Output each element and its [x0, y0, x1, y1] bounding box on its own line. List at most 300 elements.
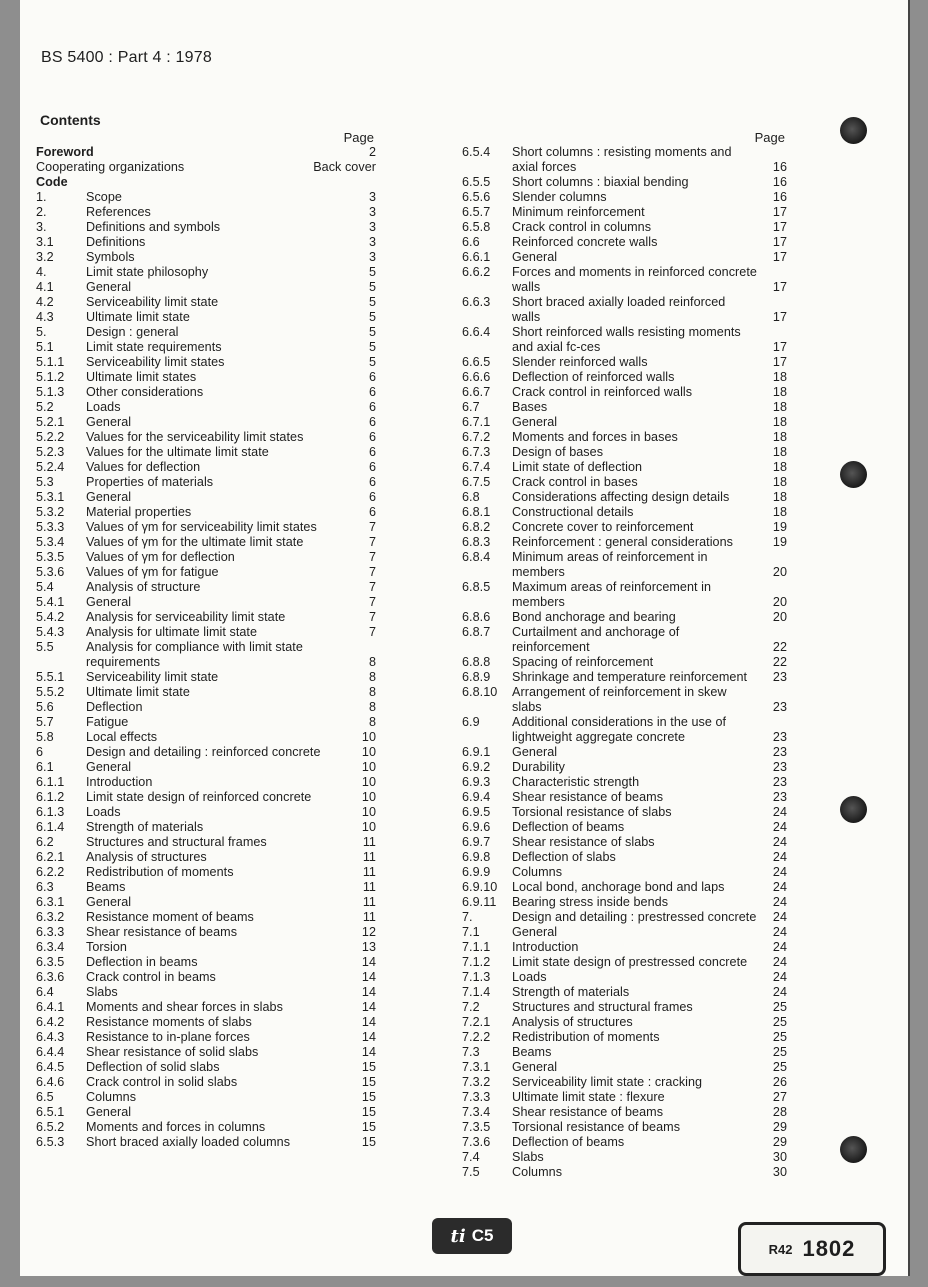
- toc-entry-number: 6.5.7: [462, 205, 491, 219]
- toc-entry-title: Columns: [512, 1165, 563, 1179]
- toc-entry-page: 25: [772, 1000, 787, 1014]
- toc-entry: [462, 970, 787, 985]
- toc-entry: [36, 760, 376, 775]
- toc-entry-title: Loads: [86, 805, 121, 819]
- toc-entry-title: Crack control in reinforced walls: [512, 385, 693, 399]
- toc-entry-number: 5.5: [36, 640, 54, 654]
- toc-entry-title: Durability: [512, 760, 565, 774]
- toc-entry: [462, 505, 787, 520]
- toc-entry-title: Code: [36, 175, 68, 189]
- toc-entry-page: 7: [368, 535, 376, 549]
- toc-entry-title: Minimum reinforcement: [512, 205, 645, 219]
- toc-entry: [36, 250, 376, 265]
- toc-entry: [36, 700, 376, 715]
- toc-entry-page: 30: [772, 1165, 787, 1179]
- toc-entry-number: 6.8.3: [462, 535, 491, 549]
- toc-entry-number: 5.1.1: [36, 355, 65, 369]
- toc-entry-number: 6.2.1: [36, 850, 65, 864]
- toc-entry-page: 2: [368, 145, 376, 159]
- toc-entry-number: 6.7: [462, 400, 480, 414]
- ti-logo-icon: ti: [450, 1225, 466, 1247]
- toc-entry-number: 2.: [36, 205, 47, 219]
- toc-entry-number: 7.3.1: [462, 1060, 491, 1074]
- toc-entry-page: 20: [772, 595, 787, 609]
- toc-entry-number: 6.7.4: [462, 460, 491, 474]
- toc-entry-title: General: [86, 280, 132, 294]
- toc-entry-page: 14: [361, 1000, 376, 1014]
- toc-entry: [36, 610, 376, 625]
- toc-entry-page: 8: [368, 700, 376, 714]
- toc-entry-page: 23: [772, 670, 787, 684]
- toc-entry-number: 6.3.1: [36, 895, 65, 909]
- toc-entry-title: General: [86, 1105, 132, 1119]
- toc-entry: [462, 895, 787, 910]
- toc-entry-number: 7.3.3: [462, 1090, 491, 1104]
- toc-entry-title: General: [86, 895, 132, 909]
- toc-entry: [36, 1105, 376, 1120]
- toc-entry: [462, 1060, 787, 1075]
- toc-entry-number: 3.: [36, 220, 47, 234]
- toc-entry-page: 24: [772, 820, 787, 834]
- toc-entry-number: 6.9.7: [462, 835, 491, 849]
- toc-entry-number: 6.4.4: [36, 1045, 65, 1059]
- page-column-label: Page: [343, 130, 374, 145]
- binder-hole: [840, 461, 867, 488]
- toc-entry-page: 30: [772, 1150, 787, 1164]
- toc-entry-title: Short braced axially loaded columns: [86, 1135, 291, 1149]
- toc-entry: [462, 1030, 787, 1045]
- toc-entry-page: 3: [368, 220, 376, 234]
- toc-entry-number: 6.9.6: [462, 820, 491, 834]
- toc-entry-page: 18: [772, 475, 787, 489]
- toc-entry-page: 5: [368, 340, 376, 354]
- toc-entry-page: 17: [772, 340, 787, 354]
- toc-entry-number: 5.1: [36, 340, 54, 354]
- toc-entry-title: Moments and forces in columns: [86, 1120, 266, 1134]
- toc-entry-page: 24: [772, 955, 787, 969]
- toc-entry-title: Shear resistance of beams: [512, 790, 664, 804]
- toc-entry-title: Columns: [86, 1090, 137, 1104]
- toc-entry-page: 26: [772, 1075, 787, 1089]
- toc-entry-number: 6.6.7: [462, 385, 491, 399]
- toc-entry-title: Crack control in solid slabs: [86, 1075, 238, 1089]
- toc-entry-title: Columns: [512, 865, 563, 879]
- toc-entry-title: Ultimate limit states: [86, 370, 197, 384]
- toc-entry: [462, 370, 787, 385]
- toc-entry-page: 18: [772, 430, 787, 444]
- toc-entry: [462, 490, 787, 505]
- toc-entry-page: 24: [772, 985, 787, 999]
- toc-entry: [462, 805, 787, 820]
- toc-entry: [462, 1000, 787, 1015]
- toc-entry: [462, 670, 787, 685]
- toc-entry-number: 5.5.2: [36, 685, 65, 699]
- toc-entry-title: Moments and forces in bases: [512, 430, 678, 444]
- toc-entry-page: 23: [772, 790, 787, 804]
- toc-entry-title: Design and detailing : reinforced concrete: [86, 745, 321, 759]
- toc-entry-page: 24: [772, 835, 787, 849]
- toc-entry-number: 6.5.8: [462, 220, 491, 234]
- toc-entry-page: 17: [772, 235, 787, 249]
- toc-entry-page: 11: [362, 910, 376, 924]
- toc-entry-title: Short braced axially loaded reinforced walls: [512, 295, 726, 324]
- toc-entry-number: 5.4.3: [36, 625, 65, 639]
- toc-entry-page: 24: [772, 865, 787, 879]
- toc-entry-number: 7.1.2: [462, 955, 491, 969]
- toc-entry: [36, 160, 376, 175]
- toc-entry-number: 6.3.2: [36, 910, 65, 924]
- toc-entry-title: Limit state design of reinforced concrete: [86, 790, 312, 804]
- toc-entry-number: 3.1: [36, 235, 54, 249]
- toc-entry-number: 6.7.5: [462, 475, 491, 489]
- toc-entry: [36, 1075, 376, 1090]
- toc-entry-title: Redistribution of moments: [512, 1030, 660, 1044]
- toc-entry-page: 10: [361, 790, 376, 804]
- toc-entry-title: Spacing of reinforcement: [512, 655, 654, 669]
- toc-entry-title: Introduction: [86, 775, 153, 789]
- toc-entry-page: 24: [772, 895, 787, 909]
- toc-entry-number: 6.5.3: [36, 1135, 65, 1149]
- toc-entry: [36, 235, 376, 250]
- toc-entry-number: 7.3.4: [462, 1105, 491, 1119]
- toc-entry-page: 20: [772, 610, 787, 624]
- toc-entry-page: 23: [772, 775, 787, 789]
- toc-entry: [462, 145, 787, 175]
- toc-entry-number: 6.8.4: [462, 550, 491, 564]
- toc-entry: [462, 385, 787, 400]
- toc-entry: [462, 325, 787, 355]
- toc-entry-title: Design : general: [86, 325, 179, 339]
- toc-entry-title: Definitions: [86, 235, 146, 249]
- toc-entry-number: 6.9.1: [462, 745, 491, 759]
- toc-entry-page: 10: [361, 730, 376, 744]
- toc-entry-page: 10: [361, 775, 376, 789]
- toc-entry-number: 6.8.5: [462, 580, 491, 594]
- toc-entry-page: 15: [361, 1075, 376, 1089]
- toc-entry-page: 11: [362, 850, 376, 864]
- toc-entry: [36, 1015, 376, 1030]
- toc-entry-number: 5.6: [36, 700, 54, 714]
- toc-entry-page: 5: [368, 280, 376, 294]
- toc-entry: [462, 835, 787, 850]
- toc-entry-number: 5.4: [36, 580, 54, 594]
- toc-entry-page: 24: [772, 850, 787, 864]
- toc-entry-title: Deflection in beams: [86, 955, 198, 969]
- toc-entry-number: 6.6.1: [462, 250, 491, 264]
- toc-entry-number: 5.: [36, 325, 47, 339]
- toc-entry-number: 6.9.2: [462, 760, 491, 774]
- toc-entry-title: Slender columns: [512, 190, 607, 204]
- toc-entry-page: 14: [361, 1045, 376, 1059]
- toc-entry: [36, 430, 376, 445]
- toc-entry: [36, 445, 376, 460]
- toc-entry-number: 6.6.2: [462, 265, 491, 279]
- toc-entry-title: Shear resistance of solid slabs: [86, 1045, 259, 1059]
- toc-entry-title: Deflection of slabs: [512, 850, 616, 864]
- toc-entry-page: 17: [772, 355, 787, 369]
- toc-entry-page: 18: [772, 490, 787, 504]
- toc-entry: [36, 415, 376, 430]
- toc-entry: [36, 1045, 376, 1060]
- toc-entry: [462, 1165, 787, 1180]
- toc-entry-page: 5: [368, 355, 376, 369]
- toc-entry-number: 6.7.3: [462, 445, 491, 459]
- toc-entry-title: Limit state requirements: [86, 340, 222, 354]
- toc-entry-page: 25: [772, 1015, 787, 1029]
- toc-entry-page: 25: [772, 1060, 787, 1074]
- toc-entry-number: 6.6: [462, 235, 480, 249]
- toc-entry-title: Analysis for compliance with limit state requirements: [86, 640, 303, 669]
- contents-heading: Contents: [40, 112, 101, 128]
- toc-entry-number: 6.3.3: [36, 925, 65, 939]
- toc-entry: [462, 190, 787, 205]
- toc-entry-number: 6.5.5: [462, 175, 491, 189]
- toc-entry-page: 3: [368, 190, 376, 204]
- toc-entry-page: 14: [361, 1030, 376, 1044]
- toc-left-column: [36, 130, 376, 1150]
- toc-entry-title: Curtailment and anchorage of reinforcement: [512, 625, 680, 654]
- toc-entry-page: 10: [361, 805, 376, 819]
- toc-entry-page: 23: [772, 700, 787, 714]
- toc-entry-number: 6.5.1: [36, 1105, 65, 1119]
- toc-entry-number: 6.4: [36, 985, 54, 999]
- toc-entry-number: 6.3: [36, 880, 54, 894]
- toc-entry-number: 5.1.3: [36, 385, 65, 399]
- toc-entry-title: Material properties: [86, 505, 192, 519]
- toc-entry: [36, 985, 376, 1000]
- toc-entry-title: Design of bases: [512, 445, 604, 459]
- toc-entry: [36, 820, 376, 835]
- toc-entry-page: 27: [772, 1090, 787, 1104]
- toc-entry: [462, 820, 787, 835]
- toc-entry: [462, 625, 787, 655]
- toc-entry-title: Shear resistance of beams: [86, 925, 238, 939]
- toc-entry: [462, 460, 787, 475]
- toc-entry-number: 6.7.1: [462, 415, 491, 429]
- toc-entry-number: 6.1.3: [36, 805, 65, 819]
- toc-entry: [462, 880, 787, 895]
- toc-entry-page: 24: [772, 880, 787, 894]
- toc-entry-number: 6.8.9: [462, 670, 491, 684]
- toc-entry-number: 5.3.3: [36, 520, 65, 534]
- toc-entry: [462, 685, 787, 715]
- toc-entry: [36, 280, 376, 295]
- toc-entry: [462, 295, 787, 325]
- toc-entry: [462, 400, 787, 415]
- toc-entry: [36, 265, 376, 280]
- toc-entry-page: 22: [772, 640, 787, 654]
- toc-entry-page: 6: [368, 430, 376, 444]
- toc-entry: [462, 985, 787, 1000]
- toc-entry-title: Local bond, anchorage bond and laps: [512, 880, 725, 894]
- toc-entry-page: 24: [772, 970, 787, 984]
- toc-entry: [36, 790, 376, 805]
- binder-hole: [840, 117, 867, 144]
- toc-entry-page: 18: [772, 415, 787, 429]
- toc-entry: [462, 1150, 787, 1165]
- toc-entry-page: 8: [368, 655, 376, 669]
- toc-entry-number: 5.4.1: [36, 595, 65, 609]
- toc-entry-title: Deflection of reinforced walls: [512, 370, 675, 384]
- toc-entry-page: 6: [368, 460, 376, 474]
- toc-entry-page: 6: [368, 445, 376, 459]
- toc-entry-title: Constructional details: [512, 505, 634, 519]
- toc-entry-title: Beams: [512, 1045, 552, 1059]
- toc-entry-title: Bond anchorage and bearing: [512, 610, 676, 624]
- toc-entry: [36, 460, 376, 475]
- toc-entry-page: 14: [361, 1015, 376, 1029]
- toc-entry-number: 4.: [36, 265, 47, 279]
- toc-entry-number: 6.3.5: [36, 955, 65, 969]
- toc-entry-page: 6: [368, 490, 376, 504]
- toc-entry-page: 14: [361, 985, 376, 999]
- toc-entry-number: 7.1: [462, 925, 480, 939]
- toc-entry-number: 5.2.3: [36, 445, 65, 459]
- toc-entry-page: 17: [772, 220, 787, 234]
- toc-entry-number: 6.1.2: [36, 790, 65, 804]
- reference-stamp: [738, 1222, 886, 1276]
- toc-entry-title: Shrinkage and temperature reinforcement: [512, 670, 748, 684]
- toc-entry: [462, 775, 787, 790]
- toc-entry: [36, 520, 376, 535]
- toc-right-column: [462, 130, 787, 1180]
- toc-entry-number: 6.4.3: [36, 1030, 65, 1044]
- toc-entry-number: 6.5.4: [462, 145, 491, 159]
- toc-entry-page: 15: [361, 1060, 376, 1074]
- toc-entry-page: 18: [772, 400, 787, 414]
- toc-entry-page: 12: [361, 925, 376, 939]
- toc-entry-title: Loads: [512, 970, 547, 984]
- toc-entry: [36, 535, 376, 550]
- toc-entry-number: 6.9.9: [462, 865, 491, 879]
- toc-entry-number: 6.7.2: [462, 430, 491, 444]
- toc-entry-title: Characteristic strength: [512, 775, 640, 789]
- toc-entry-page: 17: [772, 250, 787, 264]
- toc-entry-page: 11: [362, 865, 376, 879]
- toc-entry-number: 5.4.2: [36, 610, 65, 624]
- toc-entry-page: 17: [772, 280, 787, 294]
- toc-entry-number: 7.5: [462, 1165, 480, 1179]
- toc-entry: [462, 445, 787, 460]
- toc-entry-number: 6.8.6: [462, 610, 491, 624]
- toc-entry: [462, 1075, 787, 1090]
- toc-entry: [462, 205, 787, 220]
- toc-entry-title: Analysis of structure: [86, 580, 201, 594]
- toc-entry-title: General: [512, 745, 558, 759]
- toc-entry-number: 5.2.1: [36, 415, 65, 429]
- toc-entry-title: Local effects: [86, 730, 158, 744]
- toc-entry-title: Values for the ultimate limit state: [86, 445, 269, 459]
- toc-entry-page: 23: [772, 730, 787, 744]
- toc-entry-title: Bearing stress inside bends: [512, 895, 669, 909]
- toc-entry-page: 17: [772, 205, 787, 219]
- binder-hole: [840, 796, 867, 823]
- toc-entry-title: Resistance to in-plane forces: [86, 1030, 250, 1044]
- toc-entry-title: Foreword: [36, 145, 94, 159]
- toc-entry-title: General: [86, 595, 132, 609]
- document-header: BS 5400 : Part 4 : 1978: [41, 49, 212, 66]
- toc-entry-page: 23: [772, 745, 787, 759]
- toc-entry-page: 18: [772, 445, 787, 459]
- toc-entry: [36, 370, 376, 385]
- toc-entry-number: 5.3: [36, 475, 54, 489]
- toc-entry-title: Limit state philosophy: [86, 265, 209, 279]
- toc-entry-title: Deflection: [86, 700, 143, 714]
- toc-entry-title: General: [86, 415, 132, 429]
- toc-entry-title: General: [512, 925, 558, 939]
- toc-entry-page: 5: [368, 325, 376, 339]
- toc-entry-number: 6.1: [36, 760, 54, 774]
- toc-entry: [462, 940, 787, 955]
- toc-entry-number: 6.8.7: [462, 625, 491, 639]
- toc-entry-page: 7: [368, 580, 376, 594]
- toc-entry: [462, 865, 787, 880]
- toc-entry-number: 6.8: [462, 490, 480, 504]
- toc-entry-title: Deflection of beams: [512, 1135, 625, 1149]
- toc-entry-number: 6.9.4: [462, 790, 491, 804]
- toc-entry-number: 7.1.1: [462, 940, 491, 954]
- toc-entry: [36, 550, 376, 565]
- badge-label: C5: [471, 1226, 494, 1245]
- toc-entry-title: Short columns : biaxial bending: [512, 175, 689, 189]
- toc-entry: [36, 340, 376, 355]
- toc-entry-title: Fatigue: [86, 715, 129, 729]
- toc-entry-number: 6.9.8: [462, 850, 491, 864]
- toc-entry-title: Crack control in bases: [512, 475, 638, 489]
- toc-entry: [36, 505, 376, 520]
- toc-entry-title: Ultimate limit state : flexure: [512, 1090, 665, 1104]
- toc-entry-title: Symbols: [86, 250, 135, 264]
- toc-entry-title: Resistance moment of beams: [86, 910, 254, 924]
- toc-entry-number: 4.1: [36, 280, 54, 294]
- toc-entry-number: 6.8.8: [462, 655, 491, 669]
- toc-entry-title: Reinforcement : general considerations: [512, 535, 734, 549]
- toc-entry-page: 11: [362, 895, 376, 909]
- toc-entry: [36, 910, 376, 925]
- toc-entry-number: 1.: [36, 190, 47, 204]
- toc-entry-page: 18: [772, 385, 787, 399]
- toc-entry-number: 5.8: [36, 730, 54, 744]
- toc-entry: [36, 835, 376, 850]
- toc-entry-title: Torsion: [86, 940, 127, 954]
- toc-entry-title: Additional considerations in the use of lightweight aggregate concrete: [512, 715, 727, 744]
- toc-entry-number: 5.2.4: [36, 460, 65, 474]
- toc-entry: [462, 430, 787, 445]
- toc-entry-title: Shear resistance of slabs: [512, 835, 655, 849]
- toc-entry: [462, 175, 787, 190]
- toc-entry: [36, 715, 376, 730]
- toc-entry-page: Back cover: [313, 160, 376, 174]
- toc-entry: [462, 475, 787, 490]
- toc-entry-number: 6.4.6: [36, 1075, 65, 1089]
- section-badge: [432, 1218, 512, 1254]
- toc-entry: [36, 955, 376, 970]
- toc-entry-page: 15: [361, 1120, 376, 1134]
- toc-entry: [462, 520, 787, 535]
- toc-entry-page: 3: [368, 205, 376, 219]
- toc-entry-page: 11: [362, 835, 376, 849]
- toc-entry: [36, 355, 376, 370]
- toc-entry-title: Forces and moments in reinforced concrete walls: [512, 265, 757, 294]
- toc-entry-number: 6.4.1: [36, 1000, 65, 1014]
- toc-entry: [36, 940, 376, 955]
- toc-entry: [36, 325, 376, 340]
- toc-entry-number: 6.8.2: [462, 520, 491, 534]
- toc-entry-page: 24: [772, 910, 787, 924]
- toc-entry-page: 24: [772, 940, 787, 954]
- toc-entry-page: 6: [368, 370, 376, 384]
- toc-entry-page: 14: [361, 970, 376, 984]
